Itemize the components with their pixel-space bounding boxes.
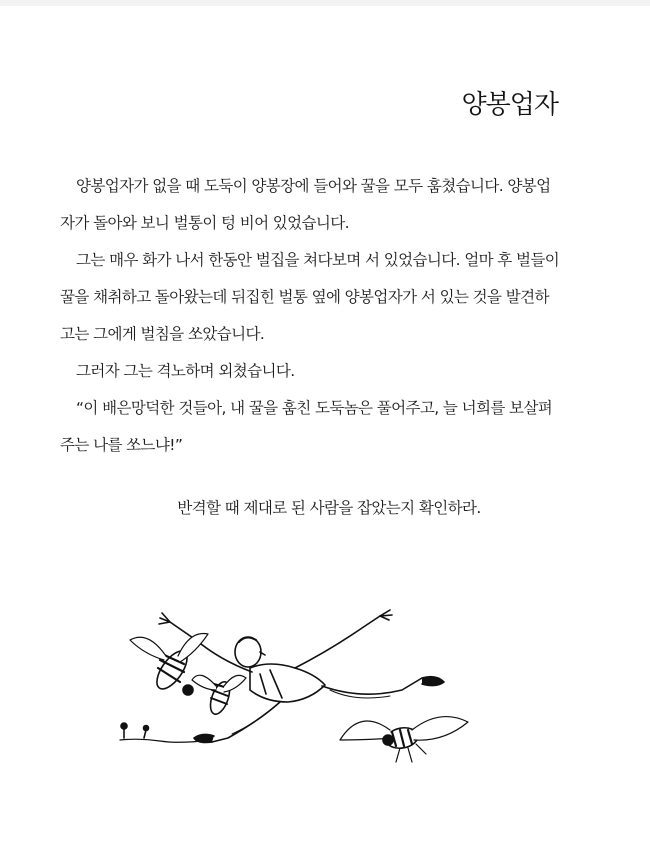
story-paragraph-3: 그러자 그는 격노하며 외쳤습니다. [76, 362, 295, 380]
story-moral: 반격할 때 제대로 된 사람을 잡았는지 확인하라. [177, 499, 481, 517]
story-paragraph-2: 그는 매우 화가 나서 한동안 벌집을 쳐다보며 서 있었습니다. 얼마 후 벌들이 꿀을 채취하고 돌아왔는데 뒤집힌 벌통 옆에 양봉업자가 서 있는 것을 발견하고는 그에게 벌침을 쏘았습니다. [60, 251, 560, 343]
story-paragraph-1: 양봉업자가 없을 때 도둑이 양봉장에 들어와 꿀을 모두 훔쳤습니다. 양봉업자가 돌아와 보니 벌통이 텅 비어 있었습니다. [60, 177, 551, 232]
beekeeper-chased-by-bees-icon [100, 590, 500, 780]
story-paragraph-4: “이 배은망덕한 것들아, 내 꿀을 훔친 도둑놈은 풀어주고, 늘 너희를 보살펴 주는 나를 쏘느냐!” [60, 399, 553, 454]
page-top-edge [0, 0, 650, 6]
story-body [60, 168, 560, 464]
page-title: 양봉업자 [461, 90, 558, 120]
